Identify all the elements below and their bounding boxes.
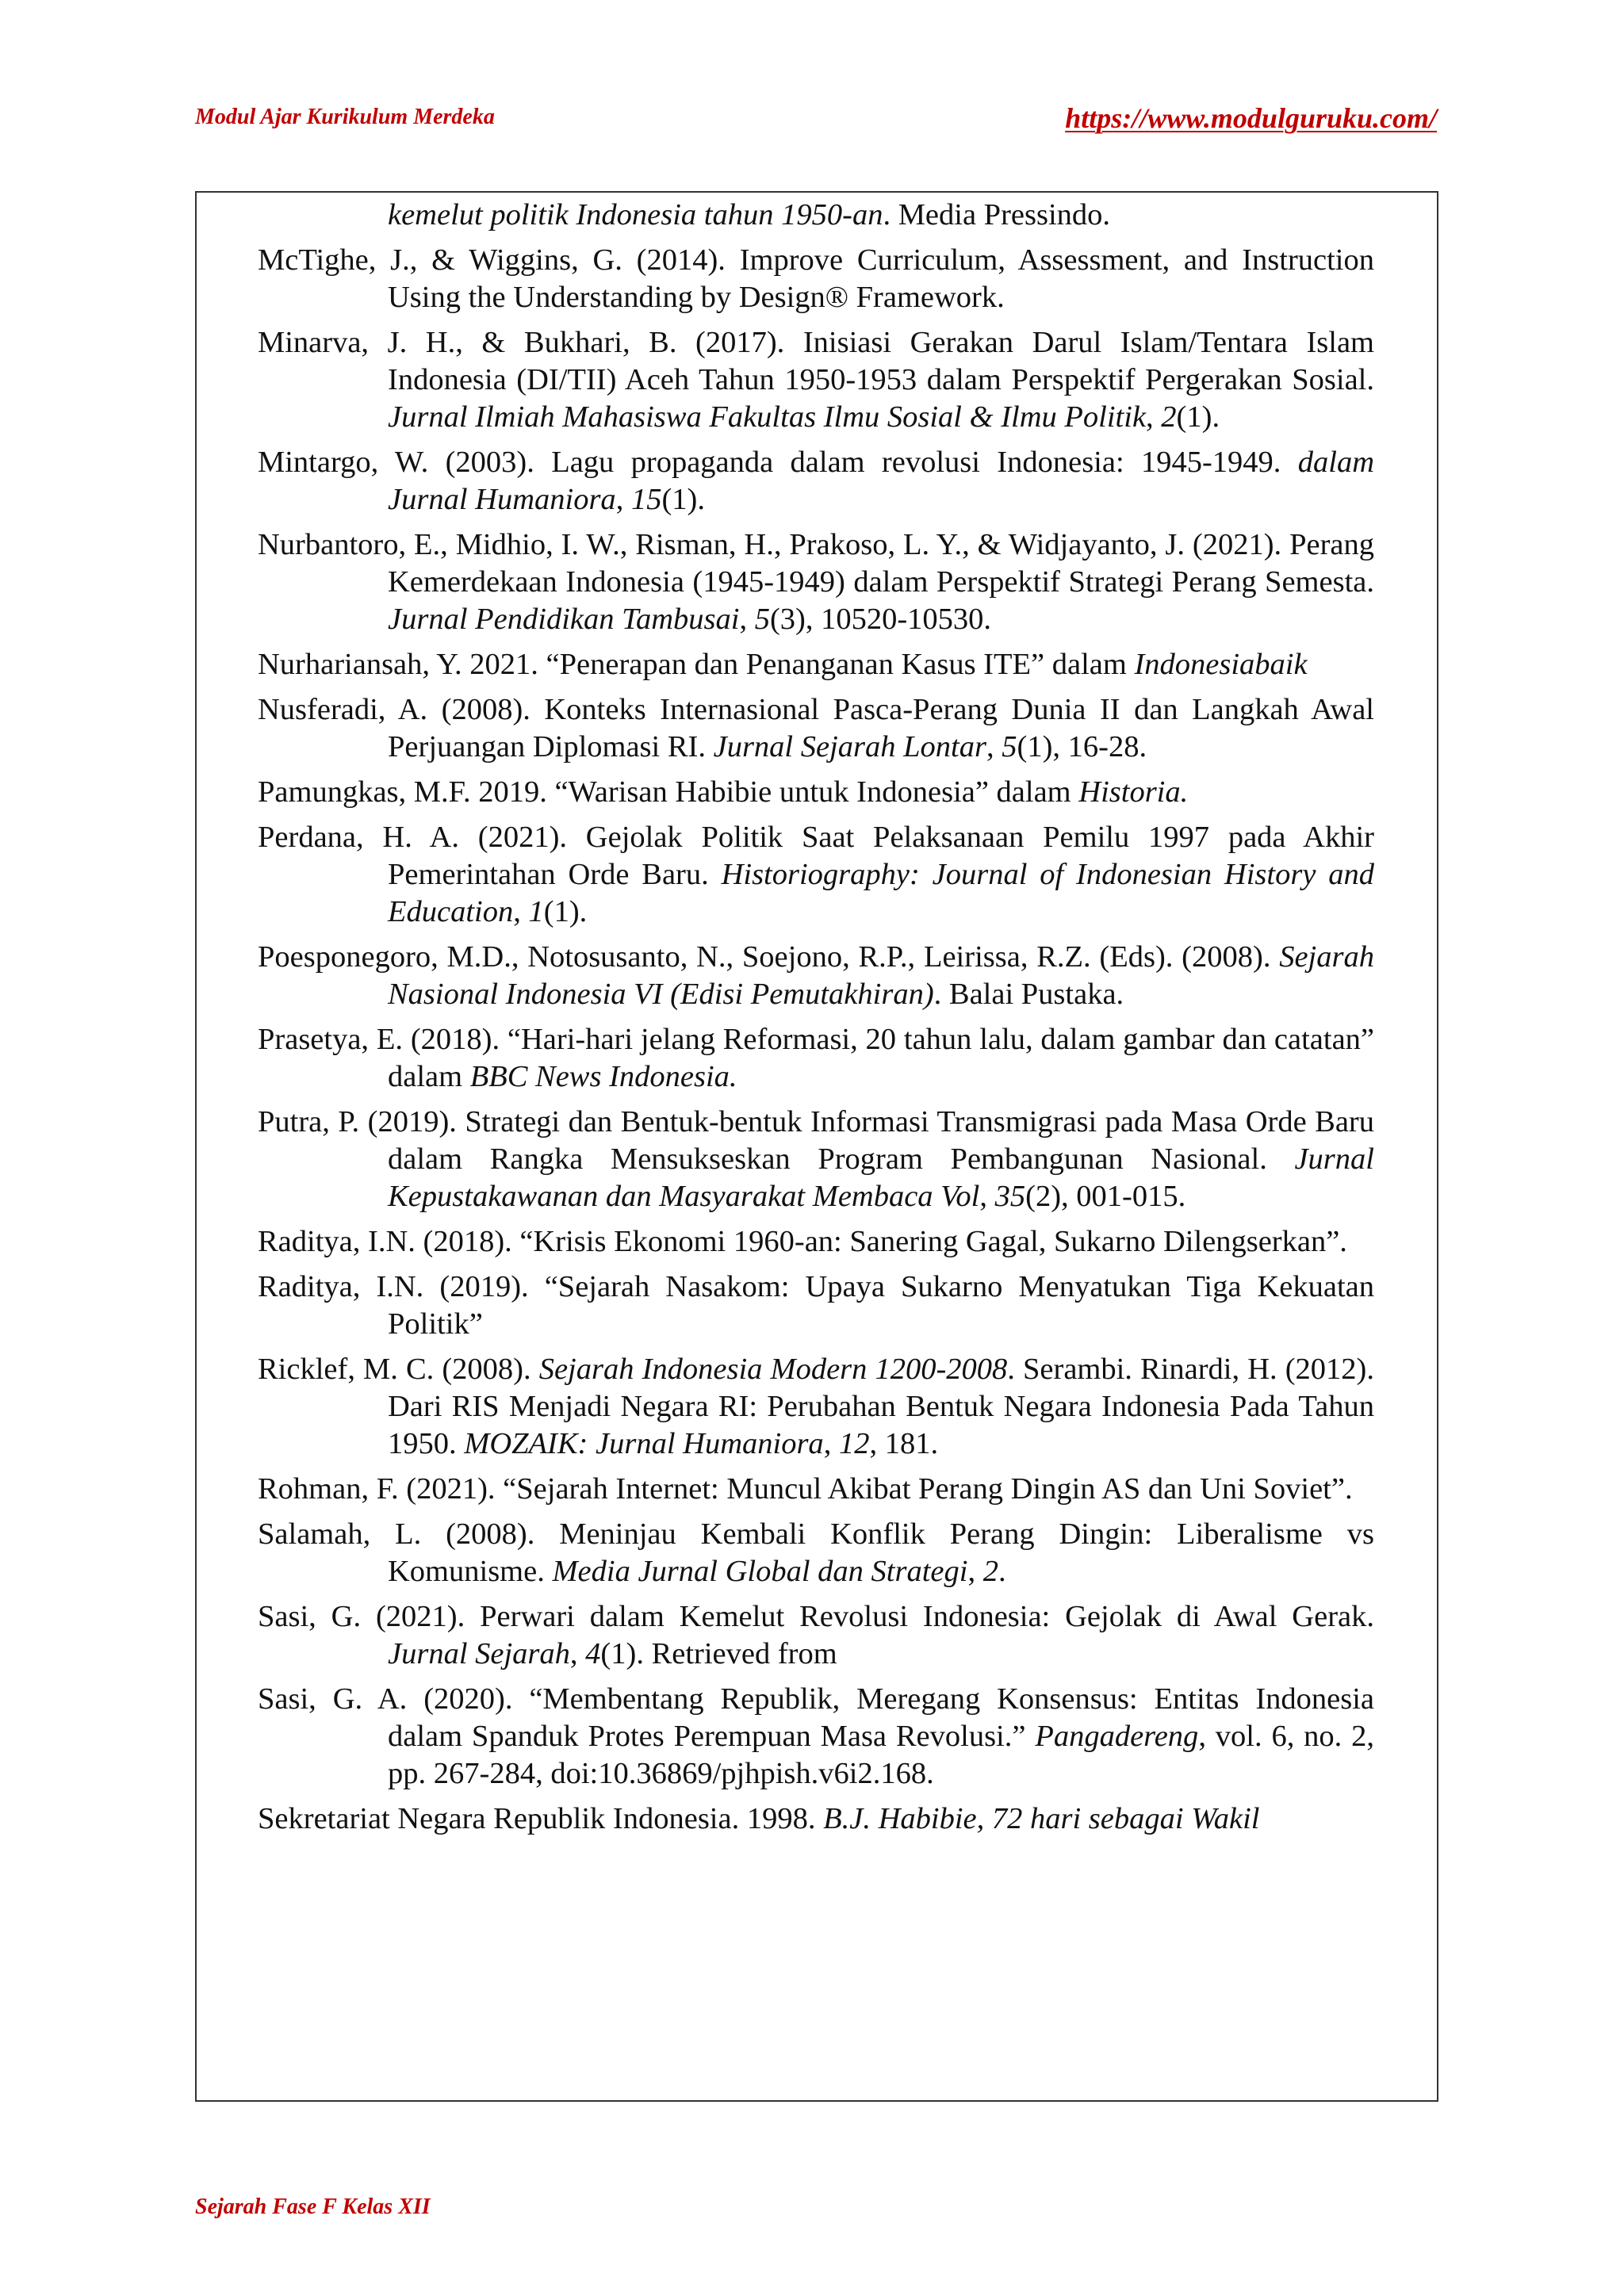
reference-italic-text: Jurnal Sejarah [388, 1637, 570, 1670]
reference-text: , [967, 1555, 983, 1588]
reference-entry [258, 646, 1374, 683]
reference-entry [258, 1516, 1374, 1590]
reference-text: Nurbantoro, E., Midhio, I. W., Risman, H., Prakoso, L. Y., & Widjayanto, J. (2021). Perang Kemerdekaan Indonesia (1945-1949) dalam Perspektif Strategi Perang Semesta. [258, 528, 1374, 599]
reference-entry [258, 939, 1374, 1013]
reference-text: , [979, 1180, 995, 1213]
reference-text: Mintargo, W. (2003). Lagu propaganda dalam revolusi Indonesia: 1945-1949. [258, 446, 1298, 479]
reference-text: (3), 10520-10530. [769, 603, 992, 636]
reference-italic-text: Sejarah Nasional Indonesia VI (Edisi Pemutakhiran) [388, 940, 1374, 1011]
reference-italic-text: BBC News Indonesia. [469, 1060, 737, 1093]
reference-text: , vol. 6, no. 2, pp. 267-284, doi:10.36869/pjhpish.v6i2.168. [388, 1720, 1374, 1790]
reference-text: . Serambi. Rinardi, H. (2012). Dari RIS Menjadi Negara RI: Perubahan Bentuk Negara Indonesia Pada Tahun 1950. [388, 1353, 1374, 1460]
reference-text: Raditya, I.N. (2019). “Sejarah Nasakom: Upaya Sukarno Menyatukan Tiga Kekuatan Politik” [258, 1270, 1374, 1341]
header-website-link[interactable]: https://www.modulguruku.com/ [1065, 102, 1437, 134]
reference-text: . Media Pressindo. [883, 198, 1111, 232]
reference-text: (1). [543, 895, 588, 928]
reference-italic-text: kemelut politik Indonesia tahun 1950-an [388, 198, 883, 232]
reference-text: Raditya, I.N. (2018). “Krisis Ekonomi 1960-an: Sanering Gagal, Sukarno Dilengserkan”. [258, 1225, 1347, 1258]
reference-text: Nusferadi, A. (2008). Konteks Internasional Pasca-Perang Dunia II dan Langkah Awal Perjuangan Diplomasi RI. [258, 693, 1374, 763]
reference-text: McTighe, J., & Wiggins, G. (2014). Improve Curriculum, Assessment, and Instruction Using the Understanding by Design® Framework. [258, 243, 1374, 314]
reference-text: Rohman, F. (2021). “Sejarah Internet: Muncul Akibat Perang Dingin AS dan Uni Soviet”. [258, 1472, 1353, 1506]
reference-italic-text: B.J. Habibie, 72 hari sebagai Wakil [823, 1802, 1260, 1835]
reference-italic-text: Historiography: Journal of Indonesian History and Education [388, 858, 1374, 928]
reference-text: Ricklef, M. C. (2008). [258, 1353, 539, 1386]
reference-text: , [823, 1427, 839, 1460]
reference-text: (1). [1176, 400, 1220, 434]
reference-text: Sasi, G. (2021). Perwari dalam Kemelut Revolusi Indonesia: Gejolak di Awal Gerak. [258, 1600, 1374, 1633]
reference-list [258, 197, 1374, 1846]
reference-italic-text: 2 [982, 1555, 998, 1588]
reference-italic-text: Jurnal Kepustakawanan dan Masyarakat Membaca Vol [388, 1142, 1374, 1213]
reference-text: Prasetya, E. (2018). “Hari-hari jelang Reformasi, 20 tahun lalu, dalam gambar dan catatan” dalam [258, 1023, 1374, 1093]
reference-text: , [739, 603, 755, 636]
reference-italic-text: 15 [630, 483, 662, 516]
reference-entry [258, 526, 1374, 638]
reference-italic-text: 1 [528, 895, 544, 928]
reference-entry [258, 1351, 1374, 1463]
header-module-title: Modul Ajar Kurikulum Merdeka [195, 105, 495, 129]
reference-entry [258, 1800, 1374, 1838]
reference-text: Pamungkas, M.F. 2019. “Warisan Habibie untuk Indonesia” dalam [258, 775, 1079, 809]
reference-text: , [513, 895, 529, 928]
footer-subject-title: Sejarah Fase F Kelas XII [195, 2195, 431, 2219]
reference-italic-text: 2 [1161, 400, 1177, 434]
reference-italic-text: Media Jurnal Global dan Strategi [552, 1555, 968, 1588]
reference-text: Putra, P. (2019). Strategi dan Bentuk-bentuk Informasi Transmigrasi pada Masa Orde Baru dalam Rangka Mensukseskan Program Pembangunan Nasional. [258, 1105, 1374, 1176]
reference-text: . [998, 1555, 1006, 1588]
reference-entry [258, 444, 1374, 519]
reference-entry [258, 324, 1374, 436]
reference-italic-text: 5 [754, 603, 770, 636]
reference-italic-text: Sejarah Indonesia Modern 1200-2008 [538, 1353, 1008, 1386]
reference-entry [258, 1021, 1374, 1096]
reference-text: (1). Retrieved from [600, 1637, 837, 1670]
reference-entry [258, 691, 1374, 766]
reference-italic-text: 12 [838, 1427, 870, 1460]
reference-entry [258, 1681, 1374, 1793]
reference-text: , [615, 483, 631, 516]
reference-italic-text: dalam Jurnal Humaniora [388, 446, 1374, 516]
reference-text: . Balai Pustaka. [933, 978, 1124, 1011]
reference-italic-text: 4 [585, 1637, 601, 1670]
reference-text: Sekretariat Negara Republik Indonesia. 1998. [258, 1802, 824, 1835]
reference-text: Salamah, L. (2008). Meninjau Kembali Konflik Perang Dingin: Liberalisme vs Komunisme. [258, 1517, 1374, 1588]
reference-entry [258, 774, 1374, 811]
reference-entry [258, 1471, 1374, 1508]
reference-text: , [569, 1637, 586, 1670]
reference-text: Sasi, G. A. (2020). “Membentang Republik, Meregang Konsensus: Entitas Indonesia dalam Spanduk Protes Perempuan Masa Revolusi.” [258, 1682, 1374, 1753]
reference-italic-text: Jurnal Pendidikan Tambusai [388, 603, 740, 636]
reference-entry [258, 1223, 1374, 1261]
reference-italic-text: 5 [1002, 730, 1017, 763]
reference-text: (2), 001-015. [1025, 1180, 1186, 1213]
reference-text: , 181. [869, 1427, 939, 1460]
reference-entry [258, 819, 1374, 931]
reference-italic-text: Jurnal Ilmiah Mahasiswa Fakultas Ilmu Sosial & Ilmu Politik [388, 400, 1147, 434]
reference-italic-text: Indonesiabaik [1134, 648, 1308, 681]
reference-text: Perdana, H. A. (2021). Gejolak Politik Saat Pelaksanaan Pemilu 1997 pada Akhir Pemerintahan Orde Baru. [258, 821, 1374, 891]
reference-text: (1), 16-28. [1017, 730, 1147, 763]
reference-italic-text: 35 [994, 1180, 1026, 1213]
reference-italic-text: MOZAIK: Jurnal Humaniora [464, 1427, 824, 1460]
reference-text: , [986, 730, 1002, 763]
reference-entry [258, 242, 1374, 316]
reference-text: Nurhariansah, Y. 2021. “Penerapan dan Penanganan Kasus ITE” dalam [258, 648, 1135, 681]
reference-text: Minarva, J. H., & Bukhari, B. (2017). Inisiasi Gerakan Darul Islam/Tentara Islam Indonesia (DI/TII) Aceh Tahun 1950-1953 dalam Perspektif Pergerakan Sosial. [258, 326, 1374, 396]
reference-entry [258, 1104, 1374, 1215]
reference-italic-text: Historia. [1078, 775, 1189, 809]
reference-entry [258, 1598, 1374, 1673]
reference-italic-text: Jurnal Sejarah Lontar [713, 730, 986, 763]
reference-italic-text: Pangadereng [1035, 1720, 1199, 1753]
reference-text: (1). [661, 483, 705, 516]
reference-text: , [1146, 400, 1162, 434]
reference-entry [258, 1269, 1374, 1343]
reference-entry [258, 197, 1374, 234]
reference-text: Poesponegoro, M.D., Notosusanto, N., Soejono, R.P., Leirissa, R.Z. (Eds). (2008). [258, 940, 1280, 974]
